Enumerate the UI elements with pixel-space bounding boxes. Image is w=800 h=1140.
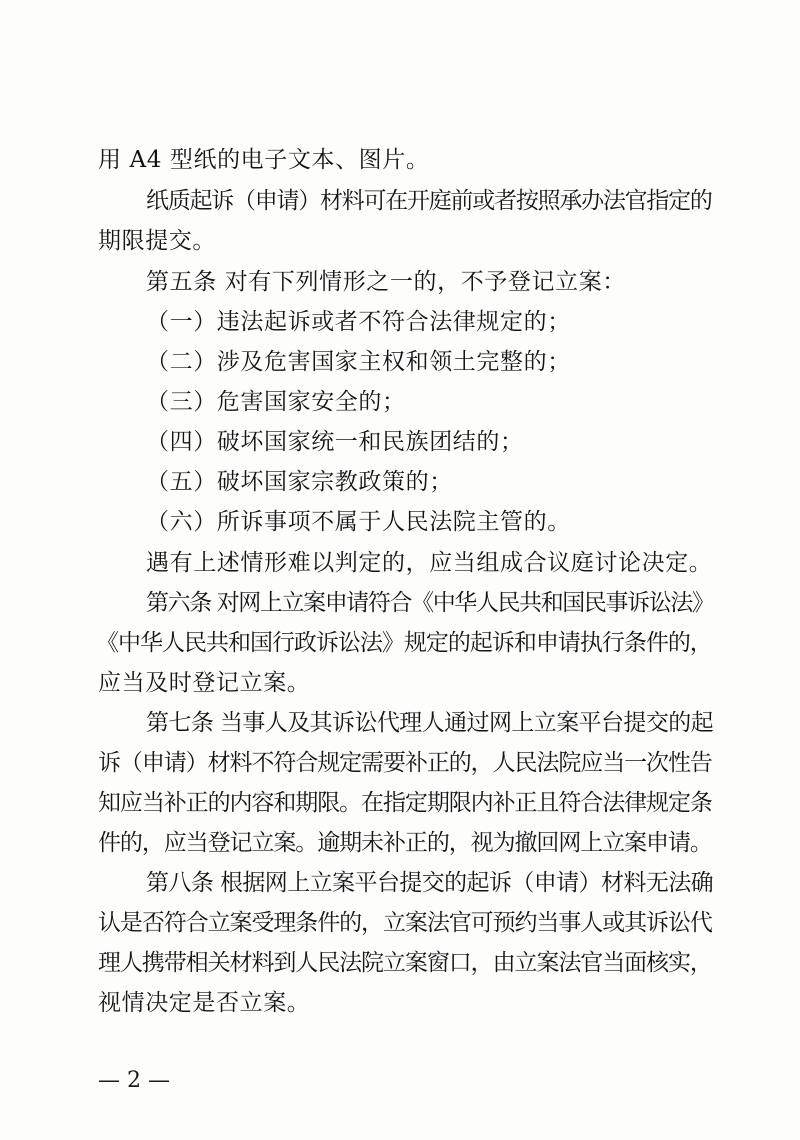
text-line: 诉（申请）材料不符合规定需要补正的，人民法院应当一次性告 xyxy=(98,750,712,776)
text-line: 期限提交。 xyxy=(98,228,216,254)
list-item: （一）违法起诉或者不符合法律规定的； xyxy=(146,309,571,335)
list-item: （二）涉及危害国家主权和领土完整的； xyxy=(146,349,571,375)
list-item: （六）所诉事项不属于人民法院主管的。 xyxy=(146,509,571,535)
text-line: 件的，应当登记立案。逾期未补正的，视为撤回网上立案申请。 xyxy=(98,830,712,856)
list-item: （四）破坏国家统一和民族团结的； xyxy=(146,429,524,455)
text-line: 《中华人民共和国行政诉讼法》规定的起诉和申请执行条件的， xyxy=(96,630,712,656)
text-line: 纸质起诉（申请）材料可在开庭前或者按照承办法官指定的 xyxy=(146,188,712,214)
text-line: 遇有上述情形难以判定的，应当组成合议庭讨论决定。 xyxy=(146,550,713,576)
text-line: 知应当补正的内容和期限。在指定期限内补正且符合法律规定条 xyxy=(98,790,712,816)
article-5-heading: 第五条 对有下列情形之一的，不予登记立案： xyxy=(146,269,626,295)
text-line: 认是否符合立案受理条件的，立案法官可预约当事人或其诉讼代 xyxy=(98,910,712,936)
text-line: 视情决定是否立案。 xyxy=(98,990,311,1016)
text-line: 用 A4 型纸的电子文本、图片。 xyxy=(98,147,430,173)
page-number: — 2 — xyxy=(98,1068,170,1093)
text-line: 应当及时登记立案。 xyxy=(98,670,311,696)
article-7-heading: 第七条 当事人及其诉讼代理人通过网上立案平台提交的起 xyxy=(146,710,714,736)
list-item: （五）破坏国家宗教政策的； xyxy=(146,469,453,495)
article-8-heading: 第八条 根据网上立案平台提交的起诉（申请）材料无法确 xyxy=(146,870,714,896)
list-item: （三）危害国家安全的； xyxy=(146,389,406,415)
text-line: 理人携带相关材料到人民法院立案窗口，由立案法官当面核实， xyxy=(98,950,712,976)
article-6-heading: 第六条 对网上立案申请符合《中华人民共和国民事诉讼法》 xyxy=(146,590,714,616)
